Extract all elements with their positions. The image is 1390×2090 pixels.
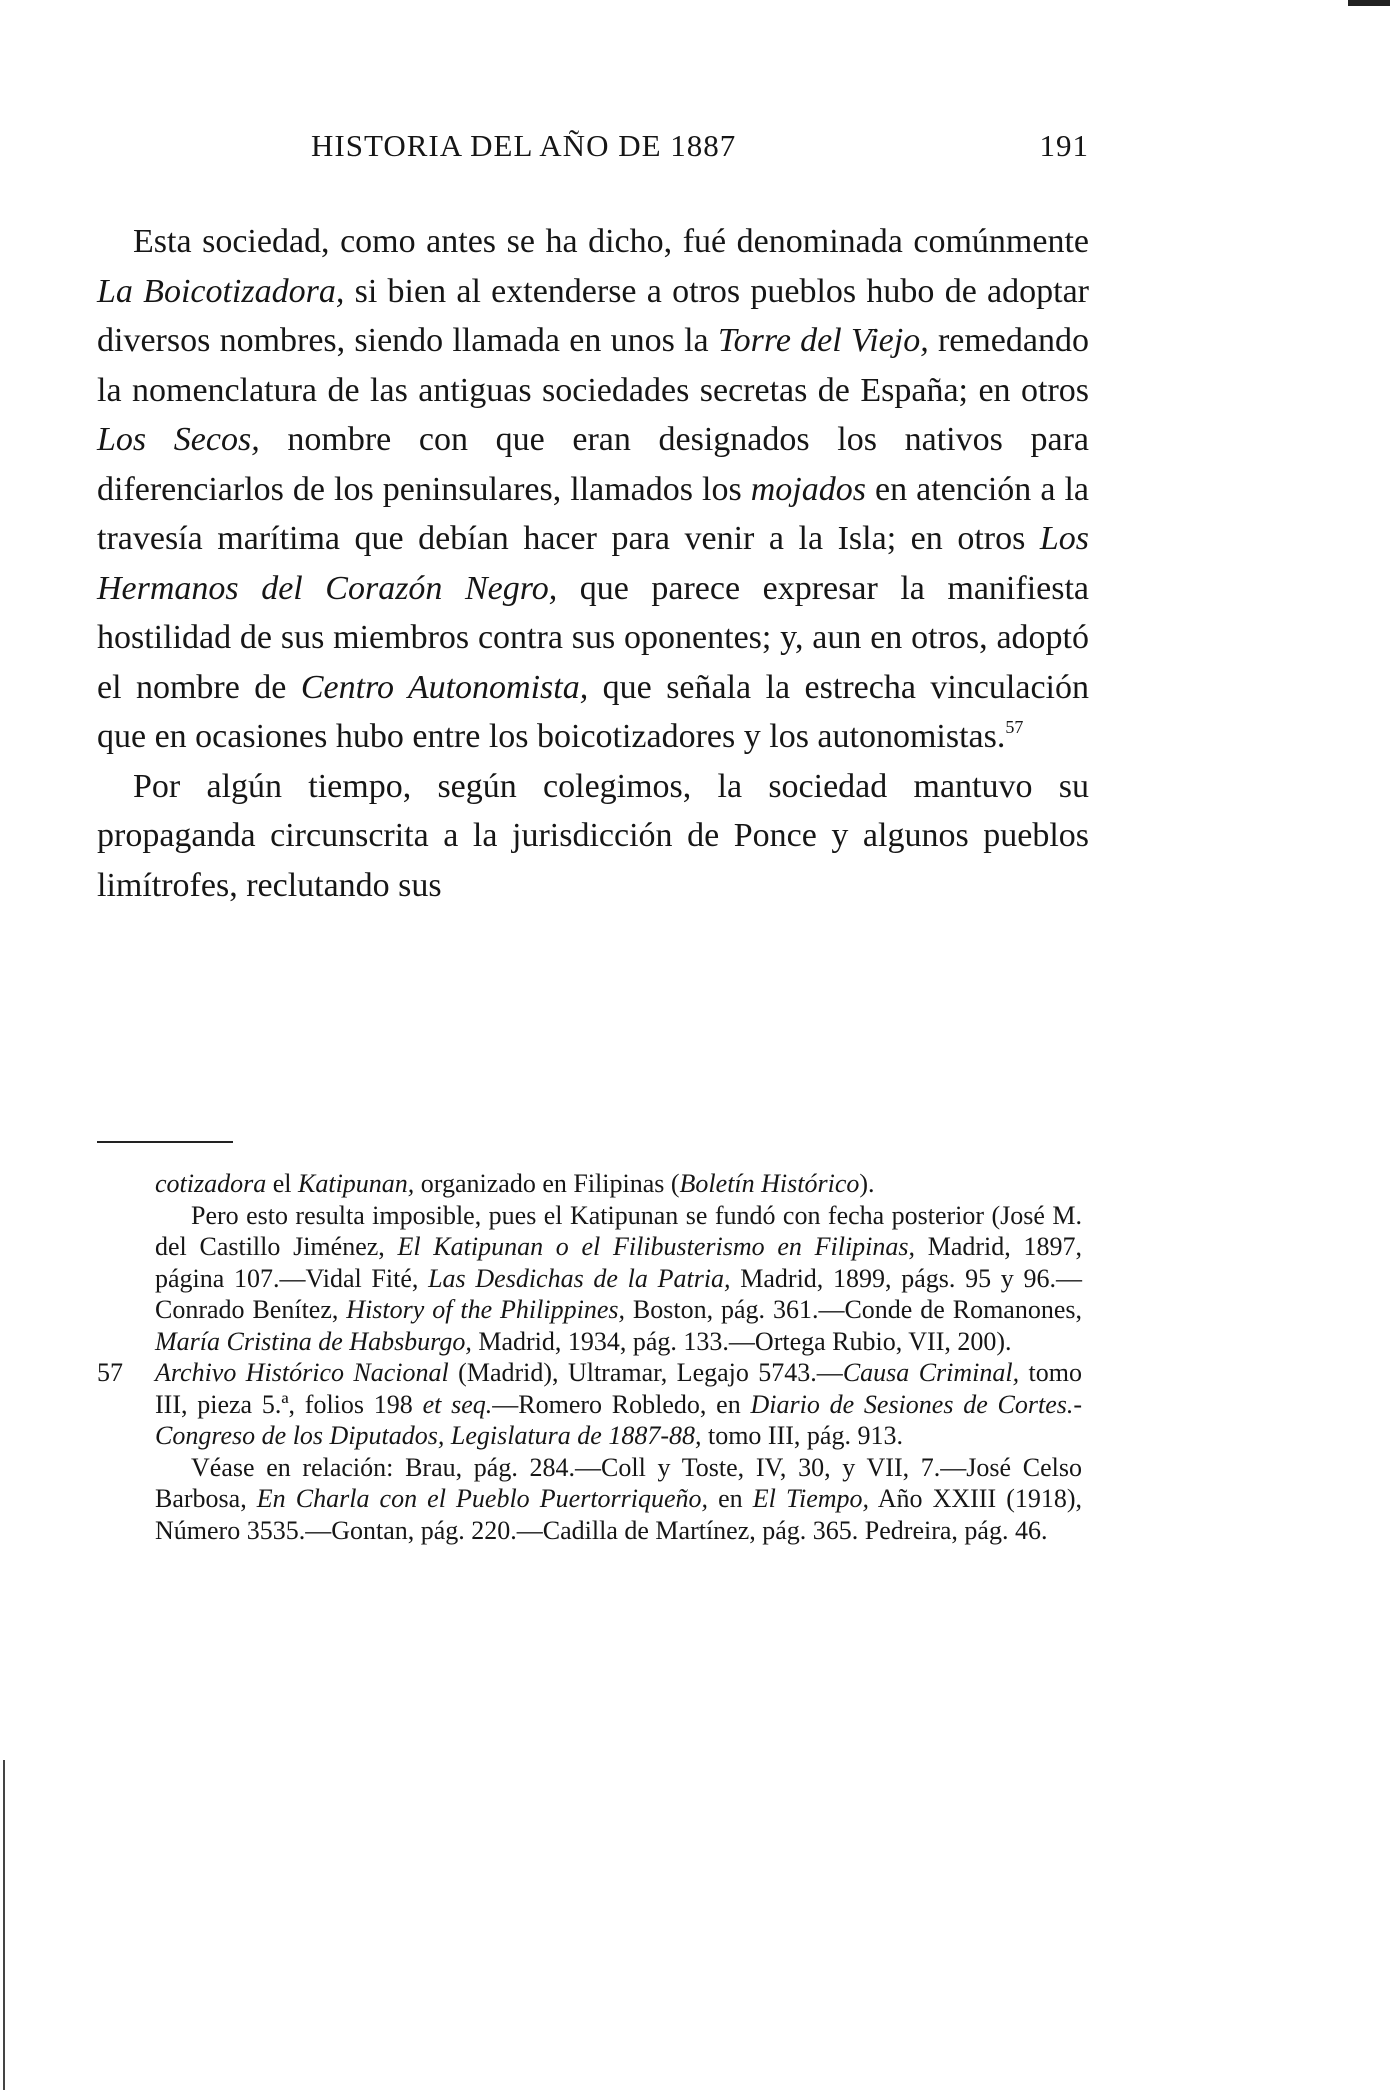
- text-run: Madrid, 1934, pág. 133.—Ortega Rubio, VII, 200).: [471, 1326, 1012, 1356]
- text-run: Pero esto resulta imposible, pues el Katipunan se fundó con fecha posterior (José M. del Castillo Jiménez,: [155, 1200, 1082, 1261]
- italic-run: Los Secos,: [97, 421, 260, 458]
- text-run: si bien al extenderse a otros pueblos hubo de adoptar diversos nombres, siendo llamada en unos la: [97, 272, 1090, 359]
- body-paragraph: [97, 762, 1089, 911]
- italic-run: La Boicotizadora,: [97, 272, 345, 310]
- footnote-rule: [97, 1141, 233, 1143]
- text-run: en: [708, 1484, 753, 1513]
- text-run: Madrid, 1899, págs. 95 y 96.—Conrado Benítez,: [155, 1263, 1083, 1324]
- body-text: [97, 217, 1089, 910]
- italic-run: Boletín Histórico: [679, 1169, 860, 1198]
- footnote-text: [155, 1358, 1082, 1450]
- text-run: Madrid, 1897, página 107.—Vidal Fité,: [155, 1232, 1082, 1293]
- italic-run: El Katipunan o el Filibusterismo en Filipinas,: [397, 1232, 916, 1261]
- scan-left-edge: [3, 1760, 5, 2090]
- text-run: Véase en relación: Brau, pág. 284.—Coll y Toste, IV, 30, y VII, 7.—José Celso Barbosa,: [155, 1452, 1082, 1513]
- italic-run: Causa Criminal,: [842, 1358, 1020, 1387]
- footnote-number: 57: [97, 1358, 123, 1387]
- running-title: HISTORIA DEL AÑO DE 1887: [311, 128, 737, 163]
- text-run: remedando la nomenclatura de las antiguas sociedades secretas de España; en otros: [97, 322, 1089, 409]
- body-paragraph: [97, 217, 1089, 762]
- italic-run: María Cristina de Habsburgo,: [155, 1326, 472, 1356]
- text-run: organizado en Filipinas (: [414, 1169, 680, 1198]
- italic-run: et seq.: [422, 1389, 493, 1419]
- italic-run: En Charla con el Pueblo Puertorriqueño,: [256, 1484, 709, 1513]
- text-run: Por algún tiempo, según colegimos, la sociedad mantuvo su propaganda circunscrita a la jurisdicción de Ponce y algunos pueblos limítrofes, reclutando sus: [97, 767, 1089, 904]
- text-run: tomo III, pieza 5.ª, folios 198: [155, 1358, 1082, 1419]
- italic-run: Las Desdichas de la Patria,: [428, 1263, 731, 1293]
- text-run: ).: [859, 1169, 875, 1198]
- text-run: el: [266, 1169, 298, 1198]
- footnote-ref: 57: [1005, 717, 1024, 737]
- text-run: Año XXIII (1918), Número 3535.—Gontan, pág. 220.—Cadilla de Martínez, pág. 365. Pedreira, pág. 46.: [155, 1484, 1083, 1545]
- italic-run: cotizadora: [155, 1169, 267, 1198]
- italic-run: Los Hermanos del Corazón Negro,: [97, 520, 1089, 607]
- text-run: —Romero Robledo, en: [492, 1389, 751, 1419]
- page-number: 191: [1039, 128, 1089, 163]
- italic-run: History of the Philippines,: [346, 1295, 625, 1324]
- text-run: nombre con que eran designados los nativos para diferenciarlos de los peninsulares, llamados los: [97, 421, 1089, 508]
- italic-run: Archivo Histórico Nacional: [155, 1358, 449, 1387]
- footnotes: [97, 1168, 1082, 1546]
- italic-run: Torre del Viejo,: [717, 322, 929, 359]
- scan-edge-mark: [1348, 0, 1390, 6]
- footnote-57: [97, 1357, 1082, 1452]
- text-run: (Madrid), Ultramar, Legajo 5743.—: [448, 1358, 843, 1387]
- text-run: tomo III, pág. 913.: [701, 1421, 903, 1450]
- footnote-paragraph: [97, 1452, 1082, 1547]
- italic-run: Katipunan,: [298, 1169, 415, 1198]
- text-run: que parece expresar la manifiesta hostilidad de sus miembros contra sus oponentes; y, aun en otros, adoptó el nombre de: [97, 569, 1090, 706]
- italic-run: Centro Autonomista,: [300, 668, 589, 706]
- text-run: Esta sociedad, como antes se ha dicho, fué denominada comúnmente: [133, 223, 1089, 260]
- text-run: que señala la estrecha vinculación que en ocasiones hubo entre los boicotizadores y los autonomistas.: [97, 668, 1089, 755]
- italic-run: mojados: [750, 470, 866, 508]
- footnote-continuation: [97, 1168, 1082, 1200]
- italic-run: El Tiempo,: [752, 1484, 870, 1513]
- text-run: Boston, pág. 361.—Conde de Romanones,: [624, 1295, 1082, 1324]
- text-run: en atención a la travesía marítima que debían hacer para venir a la Isla; en otros: [97, 470, 1089, 557]
- footnote-paragraph: [97, 1200, 1082, 1358]
- italic-run: Diario de Sesiones de Cortes.-Congreso de los Diputados, Legislatura de 1887-88,: [155, 1389, 1083, 1450]
